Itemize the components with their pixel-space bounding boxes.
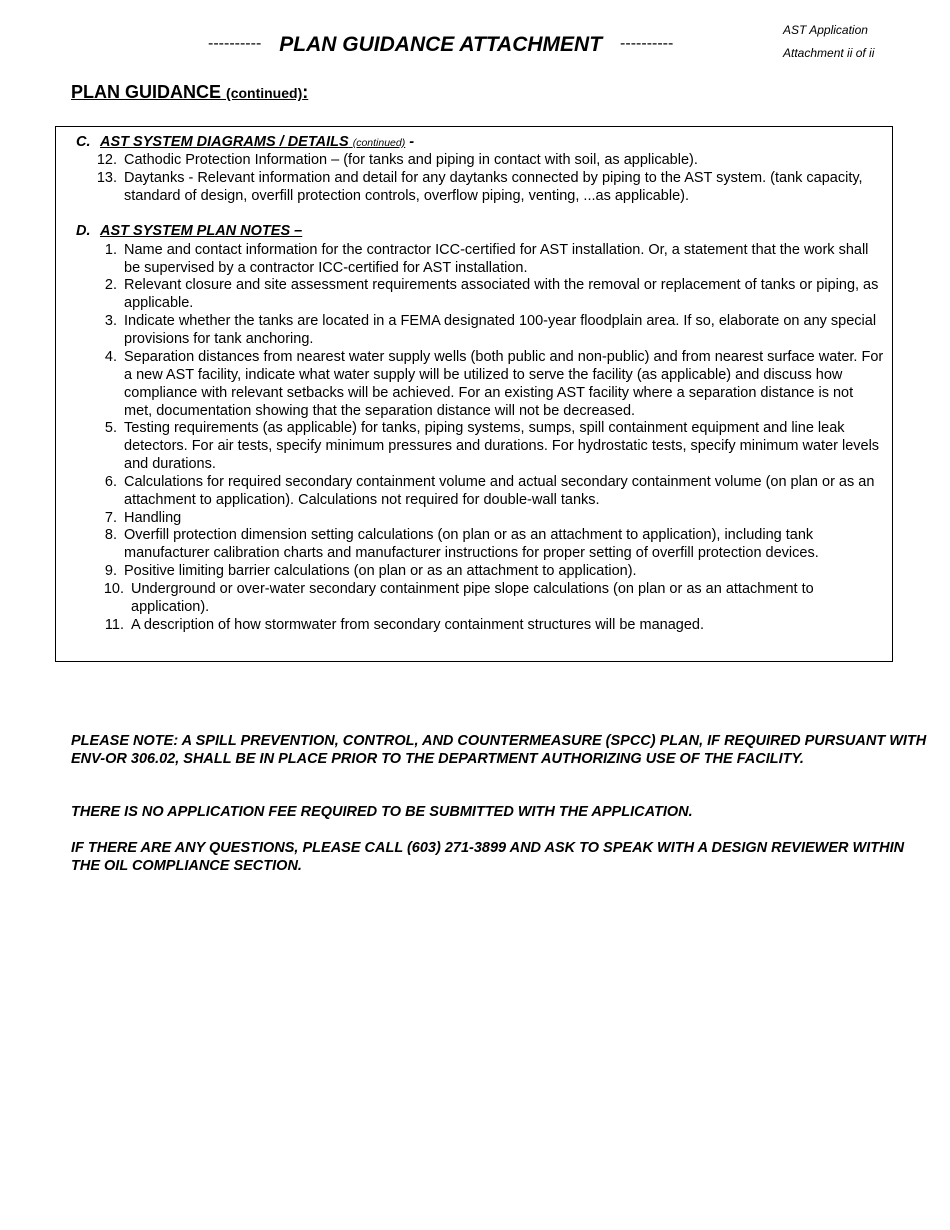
list-item-text: Separation distances from nearest water supply wells (both public and non-public) and from nearest surface water. For a new AST facility, indicate what water supply will be utilized to serve the facility (as applicable) and discuss how compliance with relevant setbacks will be achieved. For an existing AST facility where a separation distance is not met, documentation showing that the separation distance will not be decreased.	[124, 349, 884, 419]
list-item-text: Testing requirements (as applicable) for tanks, piping systems, sumps, spill containment equipment and line leak detectors. For air tests, specify minimum pressures and durations. For hydrostatic tests, specify minimum water levels and durations.	[124, 420, 880, 472]
section-c-continued: (continued)	[352, 137, 406, 149]
plan-guidance-colon: :	[302, 82, 309, 102]
page-title-row	[208, 33, 673, 57]
list-item-text: Calculations for required secondary containment volume and actual secondary containment volume (on plan or as an attachment to application). Calculations not required for double-wall tanks.	[124, 474, 875, 508]
plan-guidance-title: PLAN GUIDANCE	[71, 82, 222, 102]
list-item-text: Relevant closure and site assessment requirements associated with the removal or replacement of tanks or piping, as applicable.	[124, 277, 879, 311]
section-d-letter: D.	[76, 223, 91, 239]
list-item-text: Handling	[124, 510, 182, 526]
list-item-number: 4.	[104, 349, 117, 365]
list-item-number: 13.	[96, 170, 117, 186]
section-c-heading	[76, 134, 414, 150]
list-item-number: 11.	[104, 617, 124, 633]
page-title: PLAN GUIDANCE ATTACHMENT	[279, 33, 603, 56]
list-item-number: 6.	[104, 474, 117, 490]
list-item-text: Cathodic Protection Information – (for tanks and piping in contact with soil, as applicable).	[124, 152, 698, 168]
section-c-letter: C.	[76, 134, 91, 150]
section-c-title-text: AST SYSTEM DIAGRAMS / DETAILS	[100, 134, 349, 150]
title-dashes-right: ----------	[620, 35, 674, 52]
list-item-number: 8.	[104, 527, 117, 543]
section-c-title	[100, 134, 405, 150]
plan-guidance-heading	[71, 82, 308, 103]
guidance-box	[55, 126, 893, 662]
list-item-number: 12.	[96, 152, 117, 168]
spcc-note: PLEASE NOTE: A SPILL PREVENTION, CONTROL, AND COUNTERMEASURE (SPCC) PLAN, IF REQUIRED PURSUANT WITH ENV-OR 306.02, SHALL BE IN PLACE PRIOR TO THE DEPARTMENT AUTHORIZING USE OF THE FACILITY.	[71, 733, 927, 767]
list-item-text: A description of how stormwater from secondary containment structures will be managed.	[131, 617, 705, 633]
list-item-number: 3.	[104, 313, 117, 329]
plan-guidance-continued: (continued)	[226, 85, 303, 101]
list-item-text: Name and contact information for the contractor ICC-certified for AST installation. Or, a statement that the work shall be supervised by a contractor ICC-certified for AST installation.	[124, 242, 869, 276]
corner-line-1: AST Application	[783, 23, 868, 37]
fee-note: THERE IS NO APPLICATION FEE REQUIRED TO BE SUBMITTED WITH THE APPLICATION.	[71, 804, 693, 820]
list-item-number: 2.	[104, 277, 117, 293]
list-item-text: Underground or over-water secondary containment pipe slope calculations (on plan or as an attachment to application).	[131, 581, 814, 615]
attachment-label	[783, 19, 874, 65]
section-d-title: AST SYSTEM PLAN NOTES –	[100, 223, 303, 239]
list-item-text: Daytanks - Relevant information and detail for any daytanks connected by piping to the AST system. (tank capacity, standard of design, overfill protection controls, overflow piping, venting, ...as applicable).	[124, 170, 863, 204]
contact-note: IF THERE ARE ANY QUESTIONS, PLEASE CALL (603) 271-3899 AND ASK TO SPEAK WITH A DESIGN REVIEWER WITHIN THE OIL COMPLIANCE SECTION.	[71, 840, 905, 874]
list-item-number: 5.	[104, 420, 117, 436]
list-item-text: Overfill protection dimension setting calculations (on plan or as an attachment to application), including tank manufacturer calibration charts and manufacturer instructions for proper setting of overfill protection devices.	[124, 527, 819, 561]
title-dashes-left: ----------	[208, 35, 262, 52]
list-item-number: 1.	[104, 242, 117, 258]
list-item-number: 7.	[104, 510, 117, 526]
list-item-number: 9.	[104, 563, 117, 579]
list-item-text: Positive limiting barrier calculations (on plan or as an attachment to application).	[124, 563, 637, 579]
list-item-text: Indicate whether the tanks are located in a FEMA designated 100-year floodplain area. If so, elaborate on any special provisions for tank anchoring.	[124, 313, 877, 347]
list-item-number: 10.	[103, 581, 124, 597]
corner-line-2: Attachment ii of ii	[783, 46, 875, 60]
section-c-dash: -	[409, 134, 415, 150]
section-d-heading	[76, 223, 302, 239]
